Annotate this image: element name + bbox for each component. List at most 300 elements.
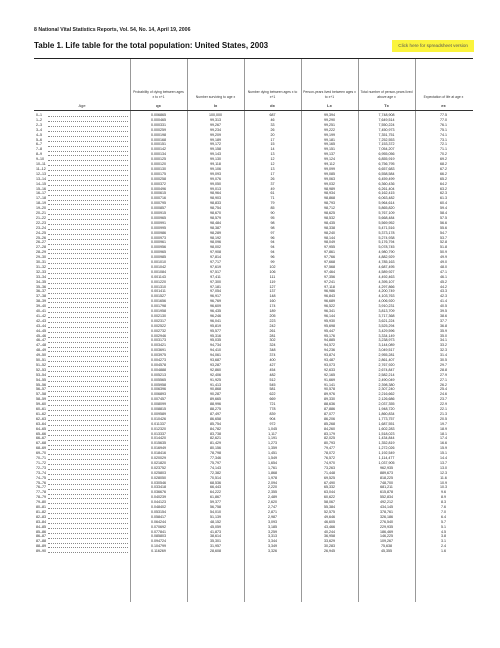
cell-qx: 0.000986 — [151, 230, 166, 235]
cell-lx: 97,411 — [210, 274, 221, 279]
age-label: 39–40 — [36, 304, 46, 309]
cell-Lx: 99,063 — [324, 176, 335, 181]
cell-ex: 17.4 — [440, 436, 447, 441]
cell-dx: 3,349 — [268, 544, 277, 549]
cell-ex: 56.6 — [440, 220, 447, 225]
cell-qx: 0.020029 — [151, 456, 166, 460]
cell-dx: 94 — [270, 240, 275, 245]
cell-ex: 61.3 — [440, 196, 447, 201]
age-label: 12–13 — [36, 171, 46, 176]
cell-ex: 31.4 — [440, 353, 447, 358]
cell-ex: 15.1 — [440, 451, 447, 456]
cell-lx: 88,996 — [210, 402, 221, 407]
cell-ex: 70.2 — [440, 152, 447, 157]
cell-Lx: 99,290 — [324, 117, 335, 122]
cell-qx: 0.000151 — [151, 142, 166, 147]
cell-Lx: 99,251 — [324, 122, 335, 127]
cell-Tx: 45,355 — [381, 549, 392, 554]
cell-qx: 0.000372 — [151, 181, 166, 186]
age-label: 30–31 — [36, 260, 46, 264]
cell-ex: 34.1 — [440, 338, 447, 343]
age-label: 77–78 — [36, 490, 46, 495]
cell-lx: 97,517 — [210, 269, 221, 274]
cell-Tx: 6,955,056 — [378, 152, 395, 157]
cell-Tx: 3,144,089 — [378, 343, 395, 348]
cell-Tx: 1,773,757 — [378, 416, 395, 421]
cell-Lx: 94,572 — [324, 343, 335, 348]
column-divider — [244, 59, 245, 110]
cell-ex: 63.2 — [440, 186, 447, 191]
cell-qx: 0.000615 — [151, 191, 166, 196]
cell-Lx: 98,625 — [324, 211, 335, 215]
cell-Tx: 1,948,720 — [378, 407, 395, 411]
cell-ex: 8.3 — [441, 500, 446, 505]
cell-dx: 1,045 — [268, 426, 277, 431]
cell-lx: 92,406 — [210, 372, 221, 377]
dot-leader — [48, 552, 128, 553]
cell-dx: 281 — [269, 333, 276, 338]
cell-lx: 98,903 — [210, 196, 221, 201]
cell-Lx: 98,868 — [324, 196, 335, 201]
cell-Lx: 98,793 — [324, 201, 335, 206]
cell-Tx: 5,176,794 — [378, 240, 395, 245]
cell-qx: 0.002317 — [151, 318, 166, 323]
cell-qx: 0.001310 — [151, 284, 166, 289]
age-label: 25–26 — [36, 235, 46, 240]
cell-qx: 0.001220 — [151, 279, 166, 284]
cell-Tx: 7,252,553 — [378, 137, 395, 142]
cell-lx: 56,758 — [210, 505, 221, 509]
cell-dx: 512 — [269, 377, 276, 382]
cell-Tx: 6,261,404 — [378, 186, 395, 191]
cell-dx: 2,220 — [268, 485, 277, 490]
cell-Tx: 3,717,368 — [378, 313, 395, 318]
cell-qx: 0.006396 — [151, 387, 166, 392]
cell-ex: 25.4 — [440, 387, 447, 392]
cell-ex: 68.2 — [440, 162, 447, 166]
age-label: 61–62 — [36, 411, 46, 416]
cell-qx: 0.003975 — [151, 353, 166, 358]
cell-Lx: 97,356 — [324, 274, 335, 279]
cell-Lx: 83,179 — [324, 431, 335, 436]
cell-ex: 71.1 — [440, 147, 447, 152]
cell-lx: 95,035 — [210, 338, 221, 343]
age-label: 18–19 — [36, 201, 46, 206]
cell-dx: 37 — [270, 181, 275, 186]
cell-Lx: 86,206 — [324, 416, 335, 421]
cell-lx: 95,316 — [210, 333, 221, 338]
cell-qx: 0.000258 — [151, 176, 166, 181]
cell-lx: 99,209 — [210, 132, 221, 137]
cell-Lx: 99,151 — [324, 147, 335, 152]
age-label: 89–90 — [36, 549, 46, 554]
cell-Lx: 91,669 — [324, 377, 335, 382]
cell-qx: 0.003173 — [151, 338, 166, 343]
cell-ex: 10.3 — [440, 485, 447, 490]
cell-ex: 18.9 — [440, 426, 447, 431]
cell-Tx: 3,049,517 — [378, 348, 395, 353]
cell-lx: 93,687 — [210, 358, 221, 362]
age-label: 81–82 — [36, 509, 46, 514]
cell-Tx: 378,761 — [380, 509, 393, 514]
cell-lx: 85,754 — [210, 421, 221, 426]
cell-dx: 26 — [270, 127, 275, 132]
cell-Lx: 96,144 — [324, 313, 335, 318]
cell-lx: 99,158 — [210, 147, 221, 152]
cell-dx: 3,259 — [268, 529, 277, 534]
cell-lx: 98,484 — [210, 220, 221, 225]
cell-dx: 79 — [270, 201, 275, 206]
cell-dx: 1,761 — [268, 465, 277, 470]
cell-dx: 3,326 — [268, 549, 277, 554]
age-label: 29–30 — [36, 255, 46, 260]
cell-Lx: 95,930 — [324, 318, 335, 323]
age-label: 0–1 — [36, 113, 42, 117]
age-label: 64–65 — [36, 426, 46, 431]
cell-lx: 78,798 — [210, 451, 221, 456]
age-label: 66–67 — [36, 436, 46, 441]
cell-Tx: 276,540 — [380, 519, 393, 524]
age-label: 6–7 — [36, 142, 42, 147]
cell-lx: 98,289 — [210, 230, 221, 235]
cell-ex: 13.0 — [440, 465, 447, 470]
cell-Tx: 3,429,596 — [378, 328, 395, 333]
age-label: 17–18 — [36, 196, 46, 201]
cell-dx: 20 — [270, 132, 275, 137]
age-label: 21–22 — [36, 215, 46, 220]
cell-qx: 0.018416 — [151, 451, 166, 456]
cell-lx: 94,734 — [210, 343, 221, 348]
age-label: 45–46 — [36, 333, 46, 338]
age-label: 44–45 — [36, 328, 46, 333]
age-label: 56–57 — [36, 387, 46, 392]
cell-Lx: 69,525 — [324, 475, 335, 480]
column-divider — [130, 59, 131, 110]
cell-Lx: 96,986 — [324, 289, 335, 294]
age-label: 42–43 — [36, 318, 46, 323]
cell-qx: 0.002946 — [151, 333, 166, 338]
cell-Lx: 58,067 — [324, 500, 335, 505]
age-label: 35–36 — [36, 284, 46, 289]
cell-Tx: 2,307,240 — [378, 387, 395, 392]
cell-qx: 0.116269 — [151, 549, 166, 554]
age-label: 69–70 — [36, 451, 46, 456]
cell-Lx: 96,341 — [324, 309, 335, 313]
cell-lx: 51,139 — [210, 514, 221, 519]
cell-Tx: 7,054,207 — [378, 147, 395, 152]
cell-ex: 59.4 — [440, 206, 447, 211]
cell-Lx: 74,970 — [324, 460, 335, 465]
cell-Tx: 109,267 — [380, 539, 393, 544]
cell-lx: 99,093 — [210, 171, 221, 176]
cell-dx: 49 — [270, 186, 275, 191]
cell-Tx: 748,700 — [380, 480, 393, 485]
cell-ex: 55.6 — [440, 225, 447, 230]
cell-qx: 0.005958 — [151, 382, 166, 387]
column-label: Total number of person-years lived above age x — [360, 90, 413, 99]
cell-dx: 14 — [270, 147, 275, 152]
cell-Lx: 97,668 — [324, 260, 335, 264]
cell-dx: 622 — [269, 392, 276, 397]
cell-dx: 95 — [270, 215, 275, 220]
cell-lx: 75,797 — [210, 460, 221, 465]
cell-ex: 24.6 — [440, 392, 447, 397]
cell-Lx: 98,989 — [324, 186, 335, 191]
cell-Tx: 5,274,938 — [378, 235, 395, 240]
cell-dx: 2,620 — [268, 500, 277, 505]
age-label: 3–4 — [36, 127, 42, 132]
cell-qx: 0.001010 — [151, 260, 166, 264]
column-header-age — [34, 59, 130, 110]
cell-lx: 88,275 — [210, 407, 221, 411]
column-label: Number dying between ages x to x+1 — [247, 90, 298, 99]
cell-dx: 3,185 — [268, 524, 277, 529]
cell-qx: 0.000134 — [151, 152, 166, 157]
cell-Tx: 186,469 — [380, 529, 393, 534]
cell-lx: 66,443 — [210, 485, 221, 490]
cell-qx: 0.000130 — [151, 166, 166, 171]
cell-ex: 73.1 — [440, 137, 447, 142]
cell-Tx: 552,834 — [380, 495, 393, 500]
cell-dx: 3,313 — [268, 534, 277, 539]
cell-Tx: 7,153,372 — [378, 142, 395, 147]
cell-ex: 7.0 — [441, 509, 446, 514]
cell-lx: 97,054 — [210, 289, 221, 294]
cell-Tx: 4,687,495 — [378, 264, 395, 269]
cell-Tx: 5,767,109 — [378, 211, 395, 215]
age-label: 9–10 — [36, 157, 44, 162]
cell-ex: 48.0 — [440, 264, 447, 269]
cell-dx: 13 — [270, 166, 275, 171]
cell-ex: 41.4 — [440, 299, 447, 304]
cell-Lx: 96,843 — [324, 294, 335, 299]
cell-lx: 35,301 — [210, 539, 221, 544]
cell-Lx: 99,222 — [324, 127, 335, 132]
cell-Lx: 95,176 — [324, 333, 335, 338]
cell-Tx: 3,910,231 — [378, 304, 395, 309]
column-label: Probability of dying between ages x to x+1 — [133, 90, 184, 99]
cell-Lx: 91,141 — [324, 382, 335, 387]
cell-Lx: 46,605 — [324, 519, 335, 524]
age-label: 43–44 — [36, 323, 46, 328]
cell-lx: 98,579 — [210, 215, 221, 220]
cell-dx: 71 — [270, 196, 275, 201]
cell-Tx: 6,063,482 — [378, 196, 395, 201]
column-symbol: lx — [213, 102, 218, 108]
cell-Tx: 492,212 — [380, 500, 393, 505]
age-label: 36–37 — [36, 289, 46, 294]
cell-Lx: 98,712 — [324, 206, 335, 211]
cell-qx: 0.048402 — [151, 505, 166, 509]
cell-dx: 778 — [269, 407, 276, 411]
cell-lx: 72,382 — [210, 470, 221, 475]
cell-dx: 17 — [270, 171, 275, 176]
age-label: 37–38 — [36, 294, 46, 299]
cell-Tx: 434,145 — [380, 505, 393, 509]
cell-ex: 62.3 — [440, 191, 447, 196]
cell-Tx: 2,674,847 — [378, 367, 395, 372]
cell-Lx: 92,633 — [324, 367, 335, 372]
cell-qx: 0.002732 — [151, 328, 166, 333]
cell-ex: 67.2 — [440, 166, 447, 171]
cell-ex: 44.2 — [440, 284, 447, 289]
age-label: 19–20 — [36, 206, 46, 211]
cell-dx: 721 — [269, 402, 276, 407]
cell-lx: 38,614 — [210, 534, 221, 539]
cell-dx: 119 — [269, 279, 276, 284]
cell-Lx: 84,260 — [324, 426, 335, 431]
cell-qx: 0.000956 — [151, 245, 166, 250]
cell-ex: 53.7 — [440, 235, 447, 240]
cell-Lx: 88,636 — [324, 402, 335, 407]
age-label: 14–15 — [36, 181, 46, 186]
cell-ex: 5.1 — [441, 524, 446, 529]
cell-qx: 0.000175 — [151, 171, 166, 176]
cell-qx: 0.001656 — [151, 299, 166, 304]
cell-Tx: 1,272,026 — [378, 446, 395, 451]
cell-dx: 242 — [269, 323, 276, 328]
cell-Tx: 4,785,163 — [378, 260, 395, 264]
cell-Tx: 7,748,908 — [378, 113, 395, 117]
cell-Lx: 99,394 — [324, 113, 335, 117]
cell-Lx: 98,049 — [324, 240, 335, 245]
age-label: 49–50 — [36, 353, 46, 358]
cell-dx: 17 — [270, 137, 275, 142]
column-header-Lx — [301, 59, 358, 110]
cell-ex: 4.5 — [441, 529, 446, 534]
cell-Lx: 33,629 — [324, 539, 335, 544]
cell-qx: 0.000168 — [151, 137, 166, 142]
cell-dx: 2,871 — [268, 509, 277, 514]
age-label: 63–64 — [36, 421, 46, 426]
cell-dx: 302 — [269, 338, 276, 343]
cell-Lx: 43,466 — [324, 524, 335, 529]
cell-Lx: 99,181 — [324, 137, 335, 142]
cell-Tx: 5,668,484 — [378, 215, 395, 220]
cell-Lx: 49,646 — [324, 514, 335, 519]
cell-Tx: 2,767,920 — [378, 362, 395, 367]
cell-qx: 0.006893 — [151, 392, 166, 397]
cell-lx: 98,754 — [210, 206, 221, 211]
cell-dx: 106 — [269, 269, 276, 274]
column-symbol: Tx — [384, 102, 389, 108]
cell-qx: 0.000716 — [151, 196, 166, 201]
column-label: Expectation of life at age x — [423, 94, 464, 99]
cell-Lx: 93,874 — [324, 353, 335, 358]
cell-Lx: 98,144 — [324, 235, 335, 240]
cell-lx: 82,621 — [210, 436, 221, 441]
cell-qx: 0.000995 — [151, 225, 166, 230]
cell-qx: 0.021820 — [151, 460, 166, 465]
age-label: 16–17 — [36, 191, 46, 196]
cell-Tx: 2,490,049 — [378, 377, 395, 382]
cell-lx: 97,814 — [210, 255, 221, 260]
cell-Lx: 99,099 — [324, 166, 335, 171]
cell-dx: 839 — [269, 411, 276, 416]
cell-lx: 98,964 — [210, 191, 221, 196]
cell-dx: 12 — [270, 162, 275, 166]
cell-qx: 0.094724 — [151, 539, 166, 544]
cell-Lx: 97,955 — [324, 245, 335, 250]
column-label: Age — [78, 102, 86, 108]
cell-qx: 0.000331 — [151, 122, 166, 127]
cell-Tx: 4,492,463 — [378, 274, 395, 279]
cell-qx: 0.010426 — [151, 416, 166, 421]
cell-Tx: 1,352,819 — [378, 441, 395, 446]
age-label: 51–52 — [36, 362, 46, 367]
cell-dx: 137 — [269, 289, 276, 294]
cell-Lx: 96,689 — [324, 299, 335, 304]
age-label: 86–87 — [36, 534, 46, 539]
cell-dx: 1,359 — [268, 446, 277, 451]
cell-lx: 94,061 — [210, 353, 221, 358]
cell-qx: 0.040239 — [151, 495, 166, 500]
cell-ex: 20.5 — [440, 416, 447, 421]
cell-Tx: 1,037,905 — [378, 460, 395, 465]
cell-Tx: 1,518,023 — [378, 431, 395, 436]
table-row — [34, 549, 473, 554]
cell-lx: 74,143 — [210, 465, 221, 470]
cell-qx: 0.001084 — [151, 269, 166, 274]
cell-qx: 0.085803 — [151, 534, 166, 539]
cell-Lx: 99,124 — [324, 157, 335, 162]
cell-lx: 99,013 — [210, 186, 221, 191]
cell-Tx: 4,980,790 — [378, 250, 395, 255]
cell-lx: 77,346 — [210, 456, 221, 460]
cell-ex: 14.4 — [440, 456, 447, 460]
cell-ex: 49.9 — [440, 255, 447, 260]
cell-ex: 66.2 — [440, 171, 447, 176]
cell-lx: 90,868 — [210, 387, 221, 392]
cell-Tx: 2,955,281 — [378, 353, 395, 358]
life-table — [34, 58, 473, 602]
cell-lx: 99,076 — [210, 176, 221, 181]
cell-ex: 19.7 — [440, 421, 447, 426]
cell-Lx: 97,464 — [324, 269, 335, 274]
cell-dx: 2,355 — [268, 490, 277, 495]
cell-dx: 581 — [269, 387, 276, 392]
cell-lx: 96,246 — [210, 313, 221, 318]
cell-ex: 65.2 — [440, 176, 447, 181]
cell-qx: 0.005565 — [151, 377, 166, 382]
cell-qx: 0.000965 — [151, 250, 166, 255]
age-label: 53–54 — [36, 372, 46, 377]
cell-dx: 26 — [270, 176, 275, 181]
cell-Lx: 82,025 — [324, 436, 335, 441]
cell-lx: 94,410 — [210, 348, 221, 353]
cell-Lx: 89,330 — [324, 397, 335, 402]
column-symbol: Lx — [327, 102, 332, 108]
spreadsheet-version-link[interactable]: Click here for spreadsheet version — [392, 40, 474, 52]
age-label: 50–51 — [36, 358, 46, 362]
column-header-qx — [130, 59, 187, 110]
cell-Lx: 95,698 — [324, 323, 335, 328]
age-label: 73–74 — [36, 470, 46, 475]
cell-qx: 0.023752 — [151, 465, 166, 470]
cell-qx: 0.000985 — [151, 255, 166, 260]
age-label: 78–79 — [36, 495, 46, 500]
cell-ex: 35.0 — [440, 333, 447, 338]
cell-Tx: 5,964,614 — [378, 201, 395, 206]
cell-dx: 148 — [269, 294, 276, 299]
cell-ex: 69.2 — [440, 157, 447, 162]
cell-Tx: 6,360,436 — [378, 181, 395, 186]
cell-qx: 0.000795 — [151, 201, 166, 206]
cell-qx: 0.004888 — [151, 367, 166, 372]
cell-lx: 87,497 — [210, 411, 221, 416]
age-label: 46–47 — [36, 338, 46, 343]
cell-qx: 0.070692 — [151, 524, 166, 529]
